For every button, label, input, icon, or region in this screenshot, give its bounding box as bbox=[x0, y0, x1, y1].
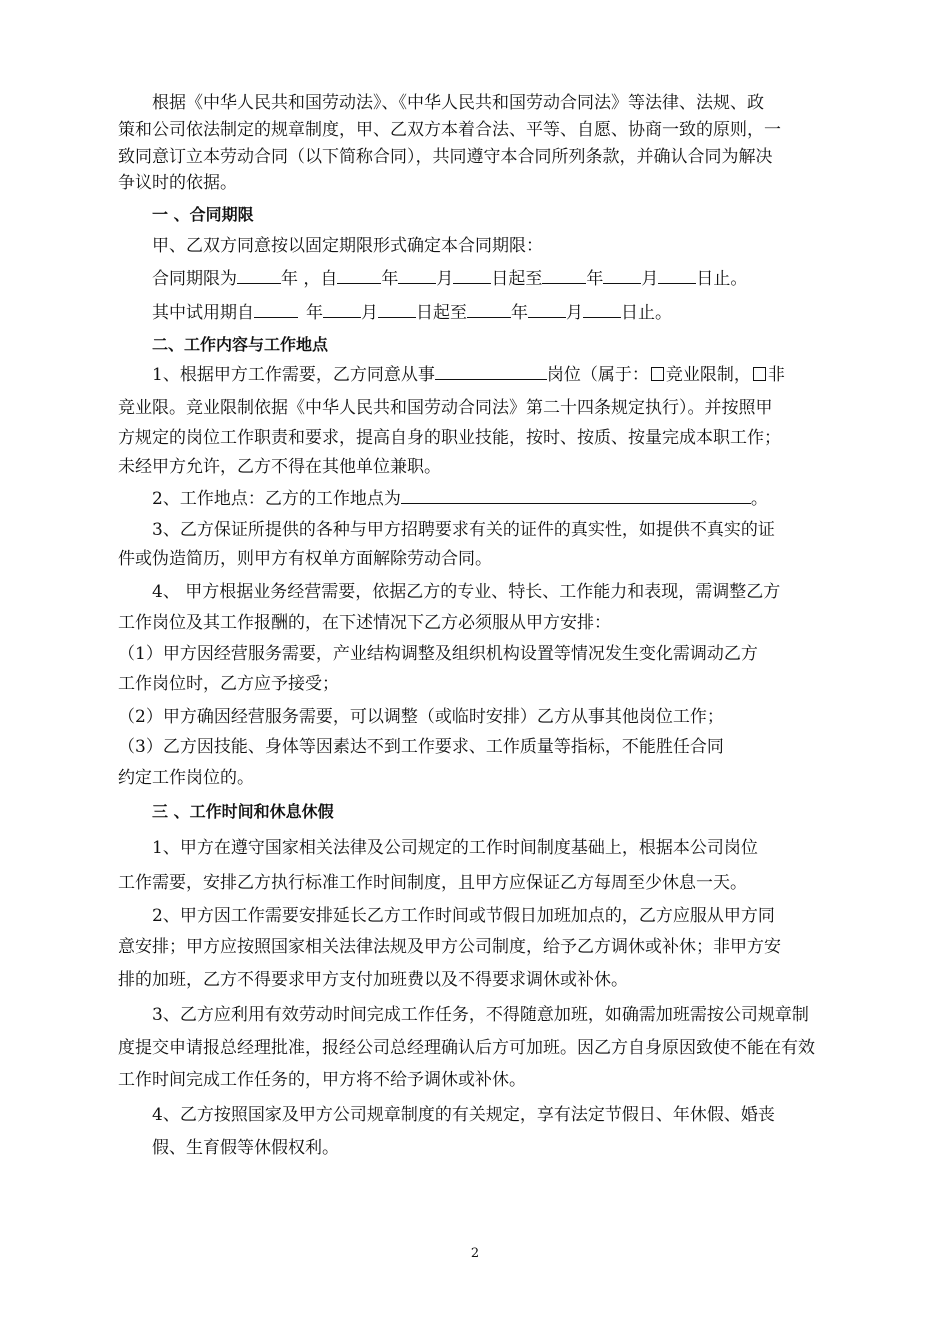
s2-line-8: 4、 甲方根据业务经营需要，依据乙方的专业、特长、工作能力和表现，需调整乙方 bbox=[152, 582, 781, 602]
intro-line-1: 根据《中华人民共和国劳动法》、《中华人民共和国劳动合同法》等法律、法规、政 bbox=[152, 93, 764, 113]
s2-line-6: 3、乙方保证所提供的各种与甲方招聘要求有关的证件的真实性，如提供不真实的证 bbox=[152, 520, 775, 540]
intro-line-4: 争议时的依据。 bbox=[118, 173, 237, 193]
s2-line-4: 未经甲方允许，乙方不得在其他单位兼职。 bbox=[118, 457, 441, 477]
s2-line-2: 竞业限。竞业限制依据《中华人民共和国劳动合同法》第二十四条规定执行）。并按照甲 bbox=[118, 398, 773, 418]
s3-line: 2、甲方因工作需要安排延长乙方工作时间或节假日加班加点的，乙方应服从甲方同 bbox=[152, 906, 775, 926]
section-2-title: 二、工作内容与工作地点 bbox=[152, 335, 329, 354]
section-3-title: 三 、工作时间和休息休假 bbox=[152, 802, 334, 821]
s1-p1: 甲、乙双方同意按以固定期限形式确定本合同期限： bbox=[152, 236, 543, 256]
s2-line-7: 件或伪造简历，则甲方有权单方面解除劳动合同。 bbox=[118, 549, 492, 569]
s3-line: 排的加班，乙方不得要求甲方支付加班费以及不得要求调休或补休。 bbox=[118, 970, 628, 990]
s2-line-10: （1）甲方因经营服务需要，产业结构调整及组织机构设置等情况发生变化需调动乙方 bbox=[118, 644, 758, 664]
s3-line: 假、生育假等休假权利。 bbox=[152, 1138, 339, 1158]
s3-line: 工作需要，安排乙方执行标准工作时间制度，且甲方应保证乙方每周至少休息一天。 bbox=[118, 873, 747, 893]
s1-trial-line: 其中试用期自 年 月 日起至 年 月 日止。 bbox=[152, 300, 672, 324]
s3-line: 1、甲方在遵守国家相关法律及公司规定的工作时间制度基础上，根据本公司岗位 bbox=[152, 838, 758, 858]
checkbox-icon bbox=[753, 367, 766, 381]
s3-line: 度提交申请报总经理批准，报经公司总经理确认后方可加班。因乙方自身原因致使不能在有效 bbox=[118, 1038, 815, 1058]
s3-line: 工作时间完成工作任务的，甲方将不给予调休或补休。 bbox=[118, 1070, 526, 1090]
s2-line-1: 1、根据甲方工作需要，乙方同意从事 岗位（属于： 竞业限制， 非 bbox=[152, 362, 785, 386]
s2-line-3: 方规定的岗位工作职责和要求，提高自身的职业技能，按时、按质、按量完成本职工作； bbox=[118, 428, 781, 448]
s2-line-13: （3）乙方因技能、身体等因素达不到工作要求、工作质量等指标，不能胜任合同 bbox=[118, 737, 724, 757]
s1-term-line: 合同期限为 年 ，自 年 月 日起至 年 月 日止。 bbox=[152, 266, 747, 290]
intro-line-3: 致同意订立本劳动合同（以下简称合同），共同遵守本合同所列条款，并确认合同为解决 bbox=[118, 147, 773, 167]
s3-line: 4、乙方按照国家及甲方公司规章制度的有关规定，享有法定节假日、年休假、婚丧 bbox=[152, 1105, 775, 1125]
s3-line: 3、乙方应利用有效劳动时间完成工作任务，不得随意加班，如确需加班需按公司规章制 bbox=[152, 1005, 809, 1025]
s2-line-9: 工作岗位及其工作报酬的，在下述情况下乙方必须服从甲方安排： bbox=[118, 613, 611, 633]
page-number: 2 bbox=[470, 1246, 480, 1261]
section-1-title: 一 、合同期限 bbox=[152, 205, 254, 224]
s2-line-11: 工作岗位时，乙方应予接受； bbox=[118, 674, 339, 694]
s2-line-12: （2）甲方确因经营服务需要，可以调整（或临时安排）乙方从事其他岗位工作； bbox=[118, 707, 724, 727]
s2-line-14: 约定工作岗位的。 bbox=[118, 768, 254, 788]
s2-line-5: 2、工作地点：乙方的工作地点为 。 bbox=[152, 486, 768, 510]
checkbox-icon bbox=[651, 367, 664, 381]
s3-line: 意安排；甲方应按照国家相关法律法规及甲方公司制度，给予乙方调休或补休；非甲方安 bbox=[118, 937, 781, 957]
intro-line-2: 策和公司依法制定的规章制度，甲、乙双方本着合法、平等、自愿、协商一致的原则，一 bbox=[118, 120, 781, 140]
